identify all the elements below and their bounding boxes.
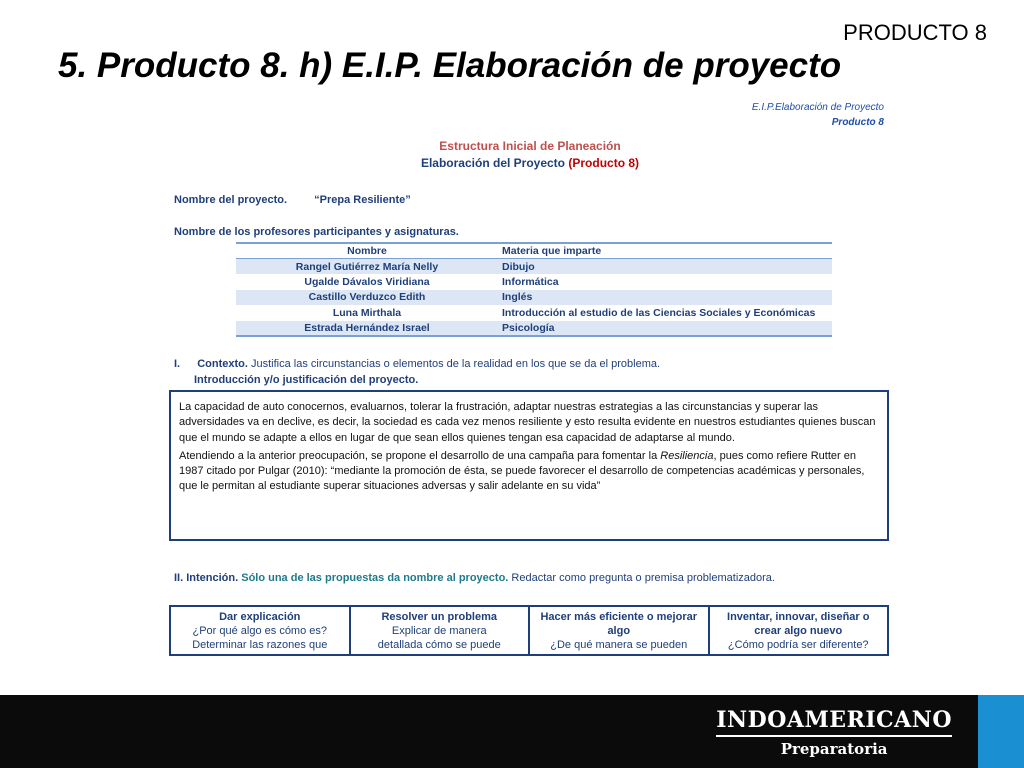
intent-rest: Redactar como pregunta o premisa problematizadora. xyxy=(511,572,775,584)
context-num: I. xyxy=(174,358,181,370)
context-label: Contexto. xyxy=(197,358,248,370)
teacher-name: Luna Mirthala xyxy=(332,306,402,319)
structure-subtitle xyxy=(160,155,900,172)
brand-logo xyxy=(716,707,952,758)
context-heading xyxy=(174,358,660,370)
context-p2-end: , pues como refiere Rutter en 1987 citado por Pulgar (2010): “mediante la promoción de ésta, se puede favorecer el desarrollo de competencias académicas y personales, que le permitan al estudiante superar situaciones adversas y salir adelante en su vida” xyxy=(179,449,865,493)
footer-bar xyxy=(0,695,1024,768)
intent-cell-line: detallada cómo se puede xyxy=(377,639,501,651)
teacher-name: Ugalde Dávalos Viridiana xyxy=(304,275,430,288)
teacher-subject: Inglés xyxy=(498,290,832,306)
slide-title: 5. Producto 8. h) E.I.P. Elaboración de proyecto xyxy=(58,46,842,85)
teachers-label: Nombre de los profesores participantes y asignaturas. xyxy=(174,226,459,238)
context-p2-start: Atendiendo a la anterior preocupación, se propone el desarrollo de una campaña para fomentar la xyxy=(179,449,658,462)
context-text: Justifica las circunstancias o elementos de la realidad en los que se da el problema. xyxy=(250,358,661,370)
intent-cell-line: Explicar de manera xyxy=(391,625,487,637)
intent-cell-invent xyxy=(709,606,889,655)
structure-subtitle-tag: (Producto 8) xyxy=(568,156,640,170)
intent-heading xyxy=(174,572,775,584)
footer-accent xyxy=(978,695,1024,768)
intent-cell-explain xyxy=(170,606,350,655)
teacher-name: Rangel Gutiérrez María Nelly xyxy=(236,259,498,275)
intent-cell-line: ¿Cómo podría ser diferente? xyxy=(727,639,869,651)
table-row xyxy=(236,321,832,337)
teachers-table-header xyxy=(236,243,832,259)
intent-cell-line: ¿Por qué algo es cómo es? xyxy=(192,625,328,637)
intent-highlight: Sólo una de las propuestas da nombre al proyecto. xyxy=(241,572,509,584)
intent-cell-title: Inventar, innovar, diseñar o crear algo nuevo xyxy=(727,611,870,637)
structure-title: Estructura Inicial de Planeación xyxy=(439,139,621,153)
table-row xyxy=(236,305,832,321)
table-row xyxy=(236,259,832,275)
context-subheading: Introducción y/o justificación del proyecto. xyxy=(194,374,419,386)
intent-table xyxy=(169,605,889,656)
teacher-subject: Dibujo xyxy=(498,259,832,275)
intent-cell-title: Resolver un problema xyxy=(381,611,498,623)
intent-label: II. Intención. xyxy=(174,572,239,584)
teachers-header-name: Nombre xyxy=(236,243,498,259)
context-paragraph-2 xyxy=(179,449,879,495)
doc-header-line2: Producto 8 xyxy=(831,117,884,128)
context-p2-italic: Resiliencia xyxy=(660,449,714,462)
teacher-name: Castillo Verduzco Edith xyxy=(236,290,498,306)
context-box xyxy=(169,390,889,541)
teacher-name: Estrada Hernández Israel xyxy=(236,321,498,337)
project-name-label: Nombre del proyecto. xyxy=(174,194,288,206)
intent-row xyxy=(170,606,888,655)
teachers-table xyxy=(236,242,832,337)
context-paragraph-1: La capacidad de auto conocernos, evaluarnos, tolerar la frustración, adaptar nuestras estrategias a las circunstancias y superar las adversidades va en declive, es decir, la sociedad es cada vez menos resiliente y esto resulta evidente en nuestros estudiantes quienes buscan que el mundo se adapte a ellos en lugar de que sean ellos quienes tengan esa capacidad de adaptarse al mundo. xyxy=(179,401,876,444)
brand-sub: Preparatoria xyxy=(780,740,888,758)
teachers-header-subject: Materia que imparte xyxy=(498,243,832,259)
doc-header-line1: E.I.P.Elaboración de Proyecto xyxy=(751,102,884,113)
teacher-subject: Informática xyxy=(502,275,559,288)
teacher-subject: Psicología xyxy=(498,321,832,337)
table-row xyxy=(236,274,832,290)
intent-cell-line: Determinar las razones que xyxy=(192,639,328,651)
brand-name: INDOAMERICANO xyxy=(716,707,952,733)
brand-rule xyxy=(716,735,952,737)
teacher-subject: Introducción al estudio de las Ciencias Sociales y Económicas xyxy=(502,306,816,319)
intent-cell-title: Hacer más eficiente o mejorar algo xyxy=(540,611,698,637)
table-row xyxy=(236,290,832,306)
corner-tag: PRODUCTO 8 xyxy=(843,20,987,45)
project-name-value: “Prepa Resiliente” xyxy=(314,194,411,206)
intent-cell-improve xyxy=(529,606,709,655)
doc-header xyxy=(752,100,884,130)
intent-cell-solve xyxy=(350,606,530,655)
intent-cell-line: ¿De qué manera se pueden xyxy=(550,639,688,651)
intent-cell-title: Dar explicación xyxy=(219,611,301,623)
project-name-row xyxy=(174,194,411,206)
document-image xyxy=(160,96,900,676)
structure-subtitle-text: Elaboración del Proyecto xyxy=(420,156,566,170)
